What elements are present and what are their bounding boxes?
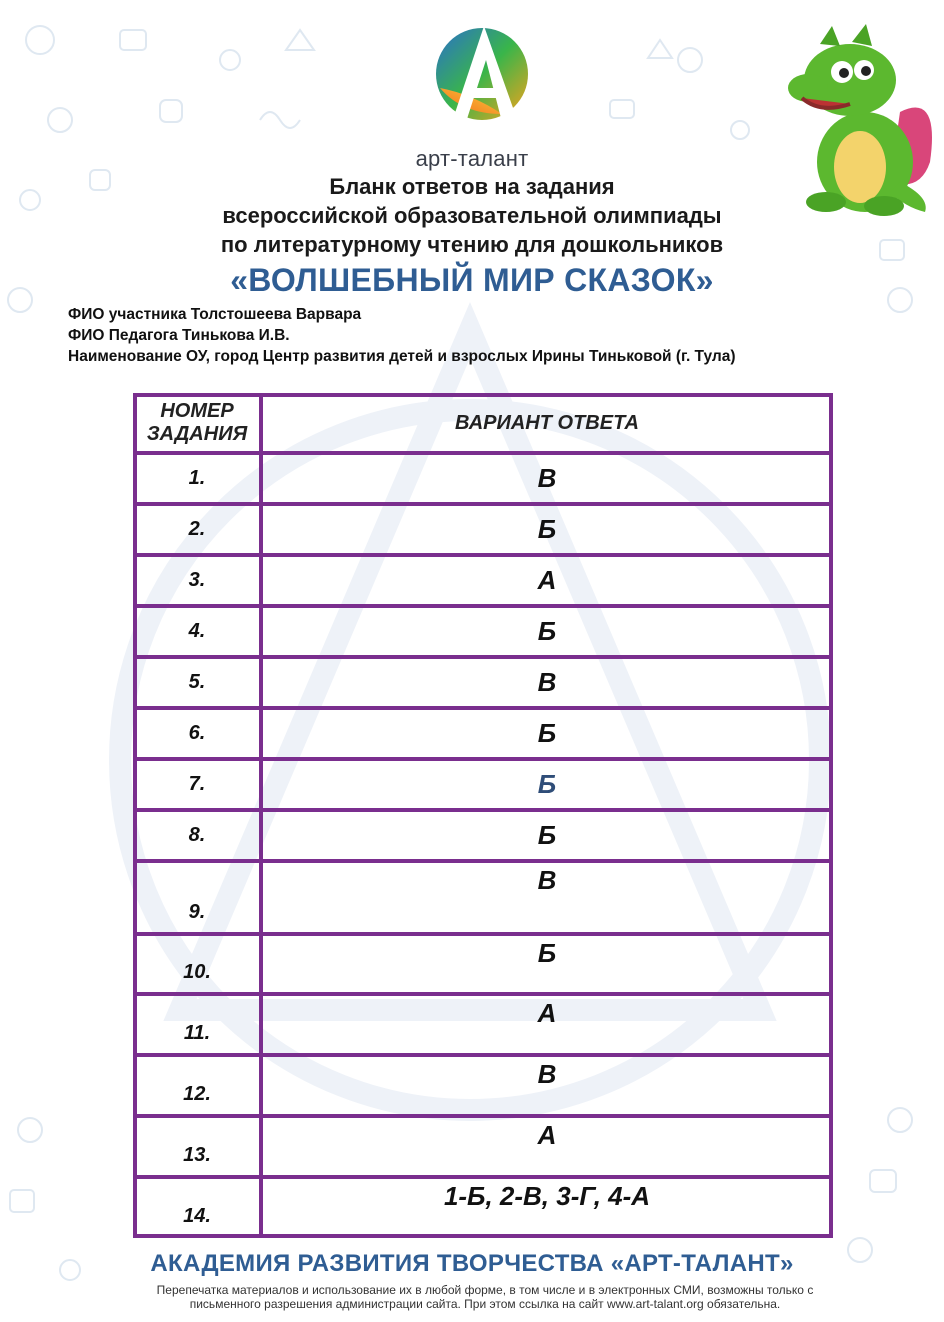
participant-name: ФИО участника Толстошеева Варвара bbox=[68, 306, 362, 323]
task-number: 7. bbox=[188, 773, 206, 795]
task-answer: Б bbox=[537, 616, 557, 646]
col-header-number-line2: ЗАДАНИЯ bbox=[146, 423, 248, 445]
col-header-number-line1: НОМЕР bbox=[160, 400, 234, 422]
header-line-3: по литературному чтению для дошкольников bbox=[220, 232, 724, 257]
task-answer: А bbox=[537, 565, 557, 595]
task-answer: А bbox=[537, 1120, 557, 1150]
task-answer: Б bbox=[537, 514, 557, 544]
task-number: 11. bbox=[183, 1022, 211, 1044]
task-answer: В bbox=[537, 865, 557, 895]
footer-note-line2: письменного разрешения администрации сайта. При этом ссылка на сайт www.art-talant.org обязательна. bbox=[189, 1297, 781, 1311]
task-number: 8. bbox=[188, 824, 206, 846]
task-answer: А bbox=[537, 998, 557, 1028]
task-answer: В bbox=[537, 463, 557, 493]
task-answer: В bbox=[537, 1059, 557, 1089]
task-number: 5. bbox=[188, 671, 206, 693]
task-number: 9. bbox=[188, 901, 206, 923]
header-lines bbox=[0, 172, 944, 259]
school-name: Наименование ОУ, город Центр развития детей и взрослых Ирины Тиньковой (г. Тула) bbox=[68, 348, 736, 365]
task-number: 4. bbox=[188, 620, 206, 642]
task-answer: Б bbox=[537, 769, 557, 799]
task-answer: Б bbox=[537, 718, 557, 748]
footer-note-line1: Перепечатка материалов и использование их в любой форме, в том числе и в электронных СМИ, возможны только с bbox=[156, 1283, 814, 1297]
footer-academy: АКАДЕМИЯ РАЗВИТИЯ ТВОРЧЕСТВА «АРТ-ТАЛАНТ» bbox=[150, 1250, 794, 1277]
header-line-1: Бланк ответов на задания bbox=[329, 174, 615, 199]
task-answer: В bbox=[537, 667, 557, 697]
footer-note bbox=[90, 1283, 880, 1311]
task-number: 3. bbox=[188, 569, 206, 591]
answers-table bbox=[133, 393, 833, 1238]
teacher-name: ФИО Педагога Тинькова И.В. bbox=[68, 327, 290, 344]
page-title: «ВОЛШЕБНЫЙ МИР СКАЗОК» bbox=[230, 262, 714, 298]
task-answer: Б bbox=[537, 820, 557, 850]
task-number: 6. bbox=[188, 722, 206, 744]
logo-icon bbox=[432, 18, 532, 130]
brand-name: арт-талант bbox=[415, 146, 529, 171]
header-line-2: всероссийской образовательной олимпиады bbox=[222, 203, 722, 228]
col-header-answer: ВАРИАНТ ОТВЕТА bbox=[455, 411, 639, 434]
task-number: 12. bbox=[183, 1083, 211, 1105]
task-number: 1. bbox=[188, 467, 206, 489]
task-answer: 1-Б, 2-В, 3-Г, 4-А bbox=[443, 1181, 651, 1211]
participant-info bbox=[68, 304, 735, 367]
task-number: 13. bbox=[183, 1144, 211, 1166]
task-number: 14. bbox=[183, 1205, 211, 1227]
task-number: 10. bbox=[183, 961, 211, 983]
col-header-number bbox=[133, 393, 261, 453]
task-answer: Б bbox=[537, 938, 557, 968]
task-number: 2. bbox=[188, 518, 206, 540]
